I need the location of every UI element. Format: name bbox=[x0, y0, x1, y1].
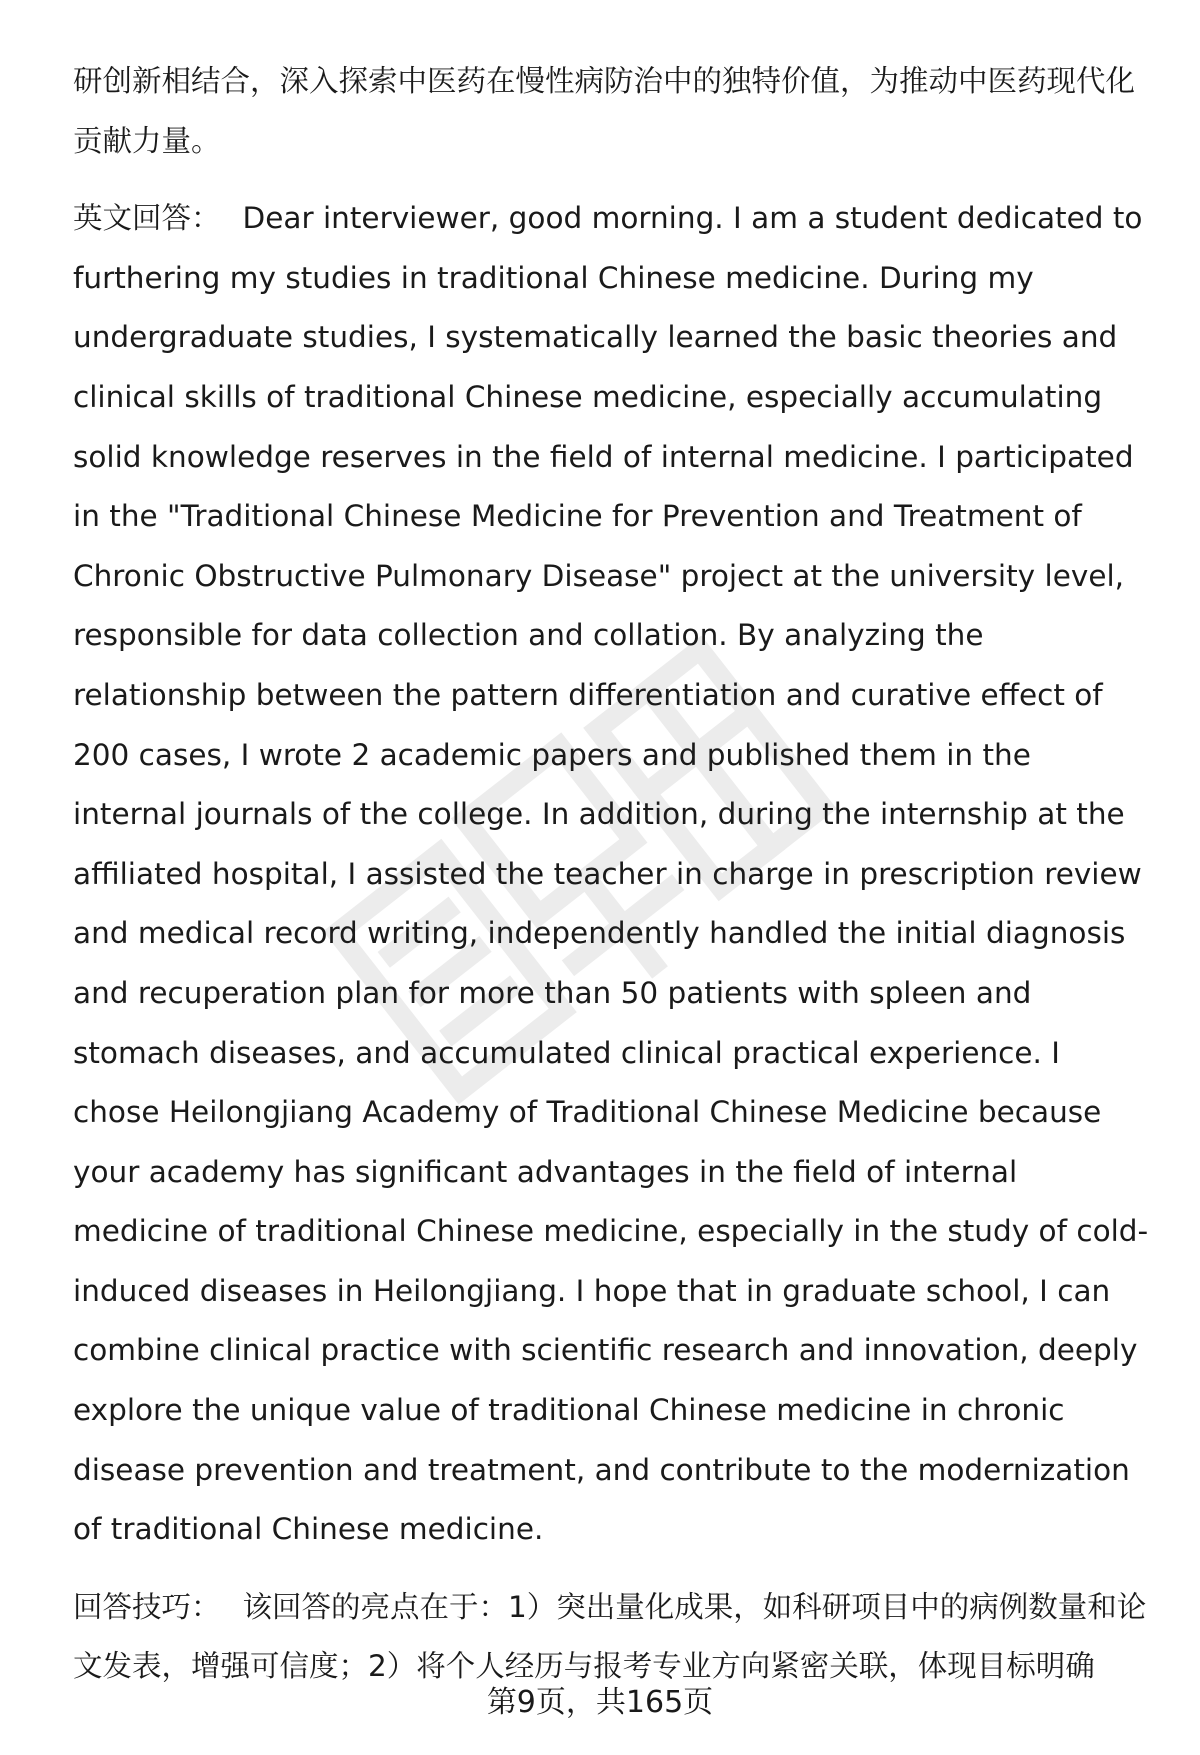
english-answer-paragraph bbox=[73, 189, 1153, 1560]
english-answer-text: Dear interviewer, good morning. I am a student dedicated to furthering my studies in traditional Chinese medicine. During my undergraduate studies, I systematically learned the basic theories and clinical skills of traditional Chinese medicine, especially accumulating solid knowledge reserves in the field of internal medicine. I participated in the "Traditional Chinese Medicine for Prevention and Treatment of Chronic Obstructive Pulmonary Disease" project at the university level, responsible for data collection and collation. By analyzing the relationship between the pattern differentiation and curative effect of 200 cases, I wrote 2 academic papers and published them in the internal journals of the college. In addition, during the internship at the affiliated hospital, I assisted the teacher in charge in prescription review and medical record writing, independently handled the initial diagnosis and recuperation plan for more than 50 patients with spleen and stomach diseases, and accumulated clinical practical experience. I chose Heilongjiang Academy of Traditional Chinese Medicine because your academy has significant advantages in the field of internal medicine of traditional Chinese medicine, especially in the study of cold-induced diseases in Heilongjiang. I hope that in graduate school, I can combine clinical practice with scientific research and innovation, deeply explore the unique value of traditional Chinese medicine in chronic disease prevention and treatment, and contribute to the modernization of traditional Chinese medicine. bbox=[73, 201, 1149, 1547]
tips-paragraph bbox=[73, 1578, 1153, 1697]
tips-text: 该回答的亮点在于：1）突出量化成果，如科研项目中的病例数量和论文发表，增强可信度；2）将个人经历与报考专业方向紧密关联，体现目标明确 bbox=[73, 1589, 1147, 1684]
document-body bbox=[73, 52, 1153, 1697]
tips-label: 回答技巧： bbox=[73, 1589, 221, 1624]
page-number-footer: 第9页，共165页 bbox=[486, 1685, 714, 1720]
intro-paragraph: 研创新相结合，深入探索中医药在慢性病防治中的独特价值，为推动中医药现代化贡献力量。 bbox=[73, 64, 1136, 158]
english-answer-label: 英文回答： bbox=[73, 201, 221, 236]
